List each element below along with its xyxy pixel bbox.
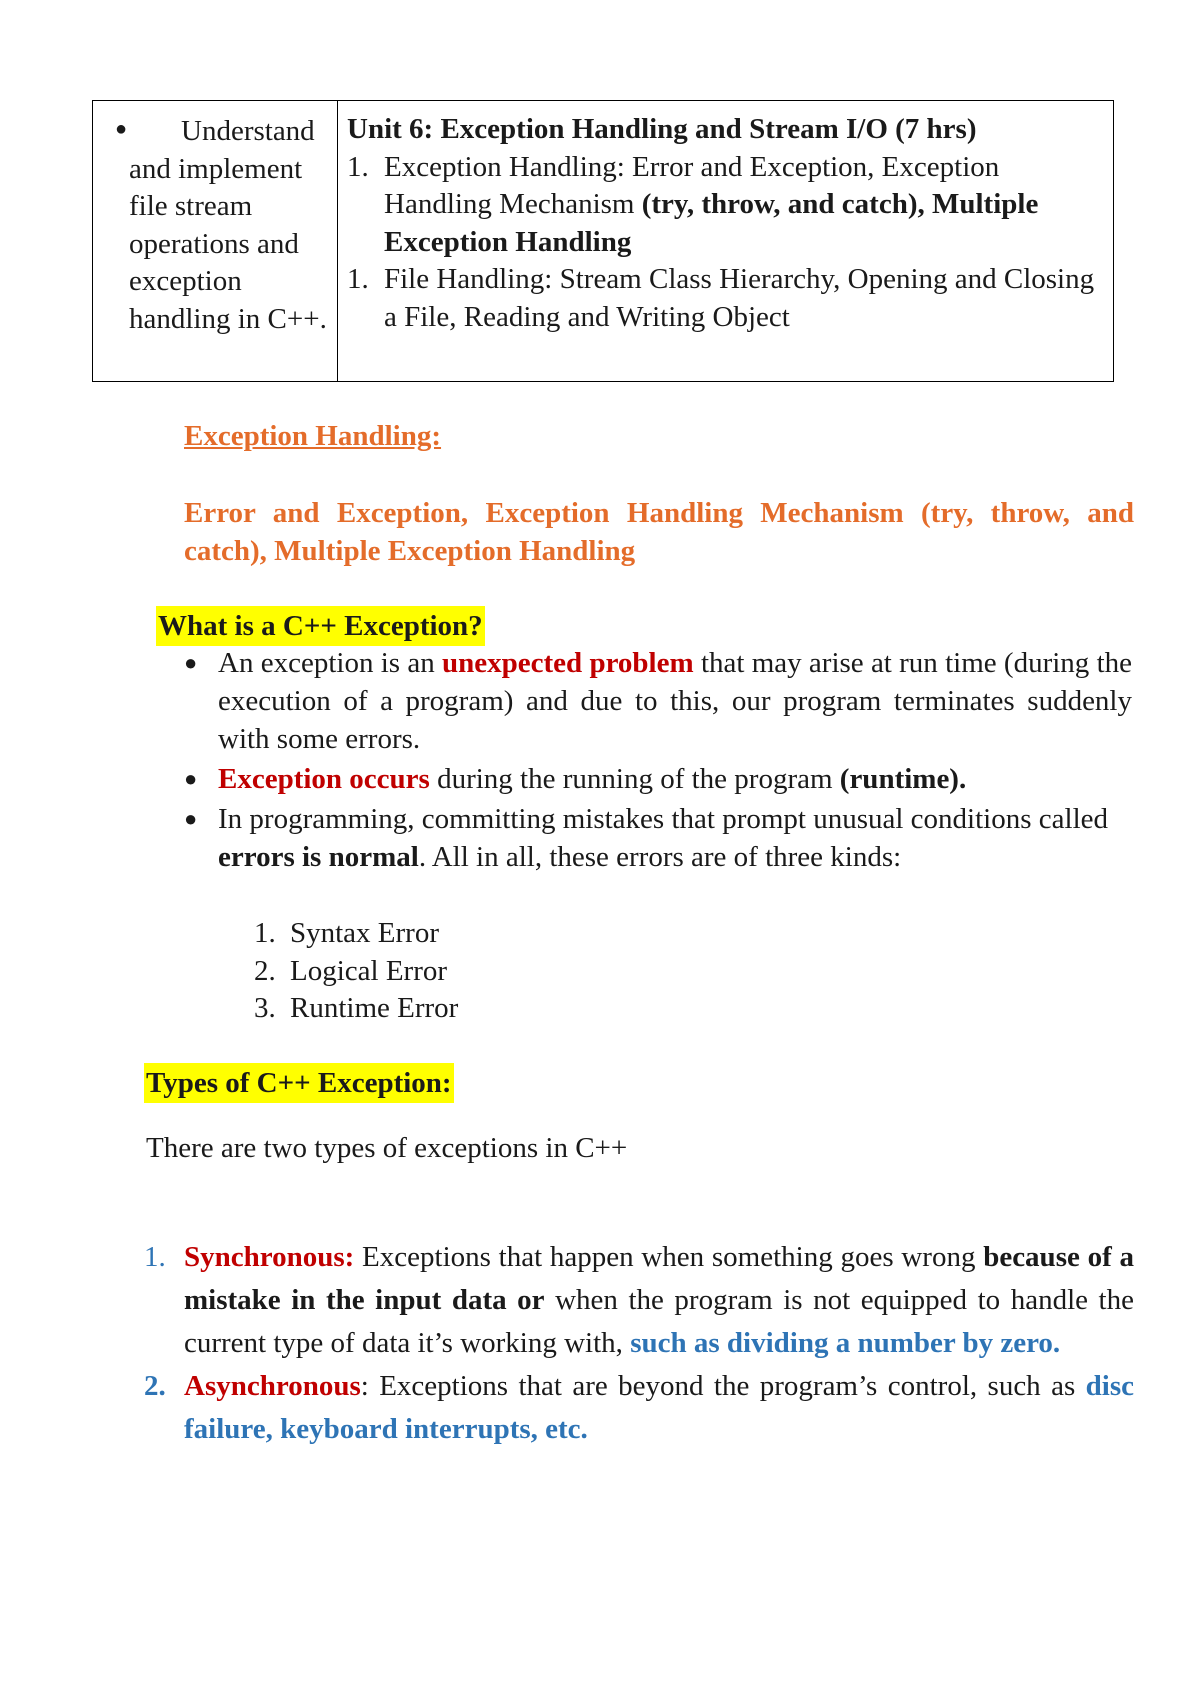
unit-table	[92, 100, 1114, 382]
text: that may arise at run time (during the execution of a program) and due to this, our program terminates suddenly with some errors.	[218, 647, 1132, 755]
unit-title: Unit 6: Exception Handling and Stream I/O (7 hrs)	[347, 113, 977, 145]
unit-topic-item	[347, 261, 1103, 336]
exception-types-list	[144, 1236, 1134, 1451]
list-item	[144, 1236, 1134, 1365]
text: . All in all, these errors are of three kinds:	[418, 841, 902, 873]
text: Exceptions that happen when something goes wrong	[354, 1241, 984, 1273]
blue-emphasis: such as dividing a number by zero.	[630, 1327, 1061, 1359]
bullet-icon: ●	[184, 766, 198, 791]
text: : Exceptions that are beyond the program’s control, such as	[360, 1370, 1086, 1402]
list-item	[180, 760, 1132, 798]
list-number: 1.	[144, 1241, 166, 1273]
topic-text: File Handling: Stream Class Hierarchy, Opening and Closing a File, Reading and Writing Object	[384, 263, 1095, 333]
list-item	[180, 644, 1132, 758]
list-item	[144, 1365, 1134, 1451]
bullet-icon: ●	[115, 118, 128, 140]
red-emphasis: Exception occurs	[218, 763, 430, 795]
bold-text: errors is normal	[218, 841, 419, 873]
list-number: 2.	[254, 954, 276, 987]
bullet-icon: ●	[184, 650, 198, 675]
type-label: Synchronous:	[184, 1241, 355, 1273]
types-intro: There are two types of exceptions in C++	[146, 1132, 628, 1164]
bullet-icon: ●	[184, 806, 198, 831]
question-heading: What is a C++ Exception?	[156, 606, 485, 646]
list-number: 1.	[347, 150, 369, 183]
list-number: 1.	[254, 917, 276, 949]
red-emphasis: unexpected problem	[442, 647, 694, 679]
bold-text: because of a mistake in the input data or	[184, 1241, 1134, 1316]
objective-cell	[93, 101, 338, 381]
list-item	[254, 990, 458, 1028]
exception-bullets	[180, 644, 1132, 878]
error-kind: Runtime Error	[290, 992, 459, 1024]
bold-text: (runtime).	[839, 763, 967, 795]
list-item	[180, 800, 1132, 876]
list-item	[254, 953, 458, 991]
error-kinds-list	[254, 915, 458, 1028]
list-number: 1.	[347, 263, 369, 295]
text: In programming, committing mistakes that prompt unusual conditions called	[218, 803, 1108, 835]
topic-text: Exception Handling: Error and Exception, Exception Handling Mechanism	[384, 150, 1000, 220]
error-kind: Logical Error	[290, 954, 448, 987]
text: An exception is an	[218, 647, 443, 679]
objective-text: Understand and implement file stream operations and exception handling in C++.	[129, 115, 327, 335]
topic-bold-text: (try, throw, and catch), Multiple Exception Handling	[384, 188, 1039, 258]
text: when the program is not equipped to handle the current type of data it’s working with,	[184, 1284, 1134, 1359]
list-item	[254, 915, 458, 953]
type-label: Asynchronous	[184, 1370, 361, 1402]
unit-topic-item	[347, 149, 1103, 262]
error-kind: Syntax Error	[290, 917, 439, 949]
list-number: 2.	[144, 1370, 166, 1402]
list-number: 3.	[254, 992, 276, 1024]
sub-heading: Error and Exception, Exception Handling Mechanism (try, throw, and catch), Multiple Exception Handling	[184, 497, 1134, 567]
unit-cell	[338, 101, 1113, 381]
unit-topic-list	[347, 149, 1103, 337]
blue-emphasis: disc failure, keyboard interrupts, etc.	[184, 1370, 1134, 1445]
section-heading: Exception Handling:	[184, 420, 442, 452]
types-heading: Types of C++ Exception:	[144, 1063, 454, 1103]
text: during the running of the program	[429, 763, 840, 795]
